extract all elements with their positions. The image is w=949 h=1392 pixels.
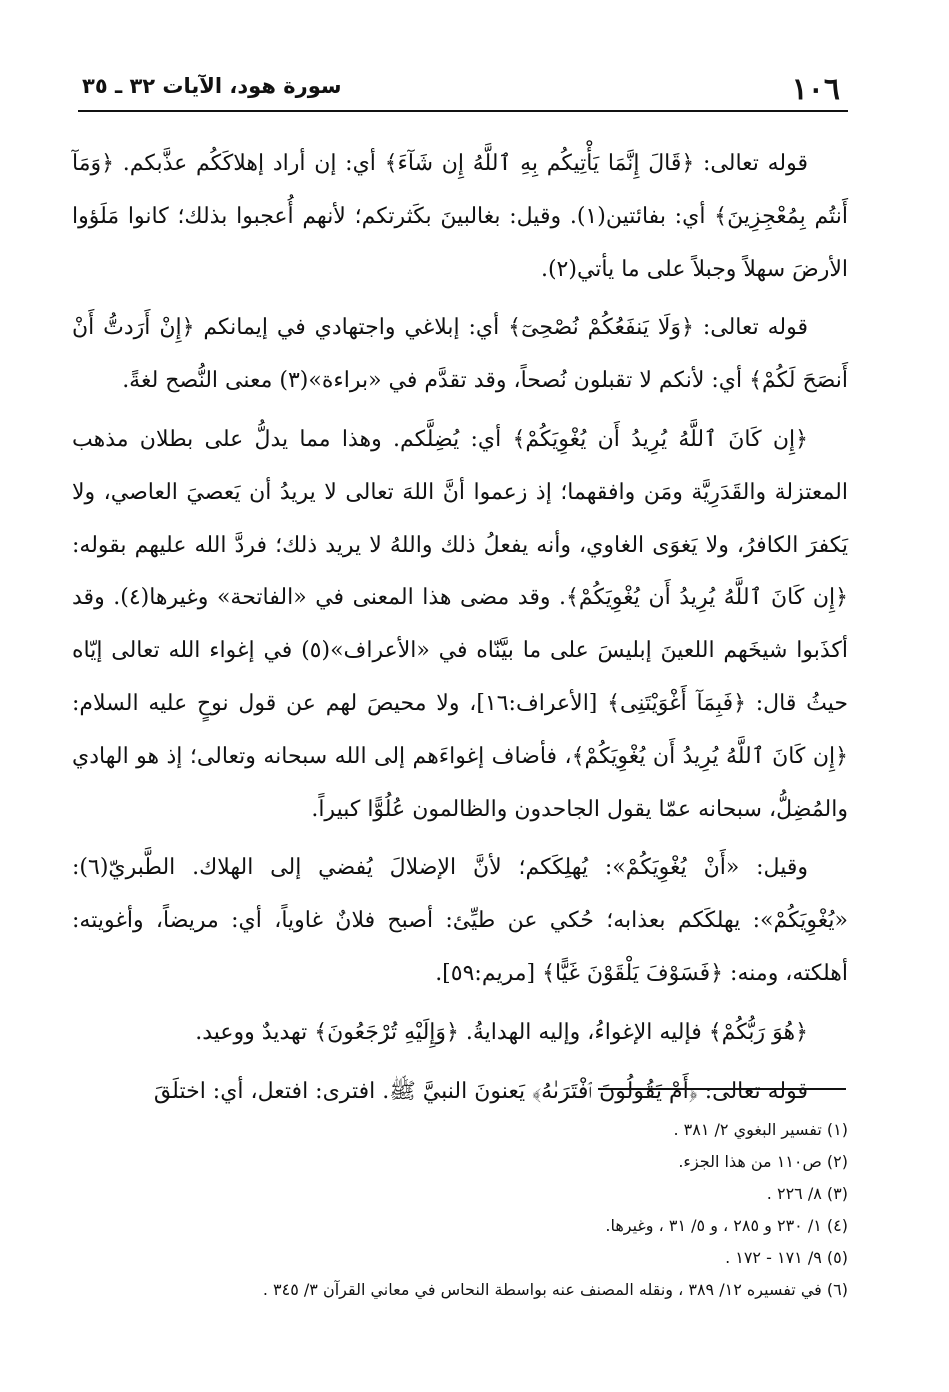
footnotes <box>72 1114 848 1306</box>
page-header <box>78 66 848 112</box>
paragraph: قوله تعالى: ﴿قَالَ إِنَّمَا يَأْتِيكُم بِهِ ٱللَّهُ إِن شَآءَ﴾ أي: إن أراد إهلاكَكُم عذَّبكم. ﴿وَمَآ أَنتُم بِمُعْجِزِينَ﴾ أي: بفائتين(١). وقيل: بغالبينَ بكَثرتكم؛ لأنهم أُعجبوا بذلك؛ كانوا مَلَؤوا الأرضَ سهلاً وجبلاً على ما يأتي(٢). <box>72 151 848 282</box>
paragraph: وقيل: «أَنْ يُغْوِيَكُمْ»: يُهلِكَكم؛ لأنَّ الإضلالَ يُفضي إلى الهلاك. الطَّبريّ(٦): «يُغْوِيَكُمْ»: يهلكَكم بعذابه؛ حُكي عن طيِّئ: أصبح فلانٌ غاوياً، أي: مريضاً، وأغويته: أهلكته، ومنه: ﴿فَسَوْفَ يَلْقَوْنَ غَيًّا﴾ [مريم:٥٩]. <box>72 855 848 986</box>
paragraph: ﴿هُوَ رَبُّكُمْ﴾ فإليه الإغواءُ، وإليه الهدايةُ. ﴿وَإِلَيْهِ تُرْجَعُونَ﴾ تهديدٌ ووعيد. <box>195 1019 808 1045</box>
paragraph: قوله تعالى: ﴿أَمْ يَقُولُونَ ٱفْتَرَىٰهُ﴾ يَعنونَ النبيَّ ﷺ. افترى: افتعل، أي: اختلَقَ <box>153 1078 808 1104</box>
main-text <box>72 138 848 1124</box>
paragraph: قوله تعالى: ﴿وَلَا يَنفَعُكُمْ نُصْحِىٓ﴾ أي: إبلاغي واجتهادي في إيمانكم ﴿إِنْ أَرَدتُّ أَنْ أَنصَحَ لَكُمْ﴾ أي: لأنكم لا تقبلون نُصحاً، وقد تقدَّم في «براءة»(٣) معنى النُّصح لغةً. <box>72 315 848 394</box>
footnote: (٣) ٨/ ٢٢٦ . <box>766 1184 848 1203</box>
footnote: (٢) ص١١٠ من هذا الجزء. <box>678 1152 848 1171</box>
footnote: (١) تفسير البغوي ٢/ ٣٨١ . <box>673 1120 848 1139</box>
paragraph: ﴿إِن كَانَ ٱللَّهُ يُرِيدُ أَن يُغْوِيَكُمْ﴾ أي: يُضِلَّكم. وهذا مما يدلُّ على بطلان مذهب المعتزلة والقَدَرِيَّة ومَن وافقهما؛ إذ زعموا أنَّ اللهَ تعالى لا يريدُ أن يَعصيَ العاصي، ولا يَكفرَ الكافرُ، ولا يَغوَى الغاوي، وأنه يفعلُ ذلك واللهُ لا يريد ذلك؛ فردَّ الله عليهم بقوله: ﴿إِن كَانَ ٱللَّهُ يُرِيدُ أَن يُغْوِيَكُمْ﴾. وقد مضى هذا المعنى في «الفاتحة» وغيرها(٤). وقد أكذَبوا شيخَهم اللعينَ إبليسَ على ما بيَّنّاه في «الأعراف»(٥) في إغواء الله تعالى إيّاه حيثُ قال: ﴿فَبِمَآ أَغْوَيْتَنِى﴾ [الأعراف:١٦]، ولا محيصَ لهم عن قول نوحٍ عليه السلام: ﴿إِن كَانَ ٱللَّهُ يُرِيدُ أَن يُغْوِيَكُمْ﴾، فأضاف إغواءَهم إلى الله سبحانه وتعالى؛ إذ هو الهادي والمُضِلُّ، سبحانه عمّا يقول الجاحدون والظالمون عُلُوًّا كبيراً. <box>72 426 848 822</box>
footnote: (٥) ٩/ ١٧١ - ١٧٢ . <box>725 1248 848 1267</box>
page-number: ١٠٦ <box>791 72 840 107</box>
footnote: (٤) ١/ ٢٣٠ و ٢٨٥ ، و ٥/ ٣١ ، وغيرها. <box>605 1216 848 1235</box>
running-title: سورة هود، الآيات ٣٢ ـ ٣٥ <box>82 74 342 98</box>
footnote-divider <box>598 1088 846 1090</box>
footnote: (٦) في تفسيره ١٢/ ٣٨٩ ، ونقله المصنف عنه بواسطة النحاس في معاني القرآن ٣/ ٣٤٥ . <box>262 1280 848 1299</box>
